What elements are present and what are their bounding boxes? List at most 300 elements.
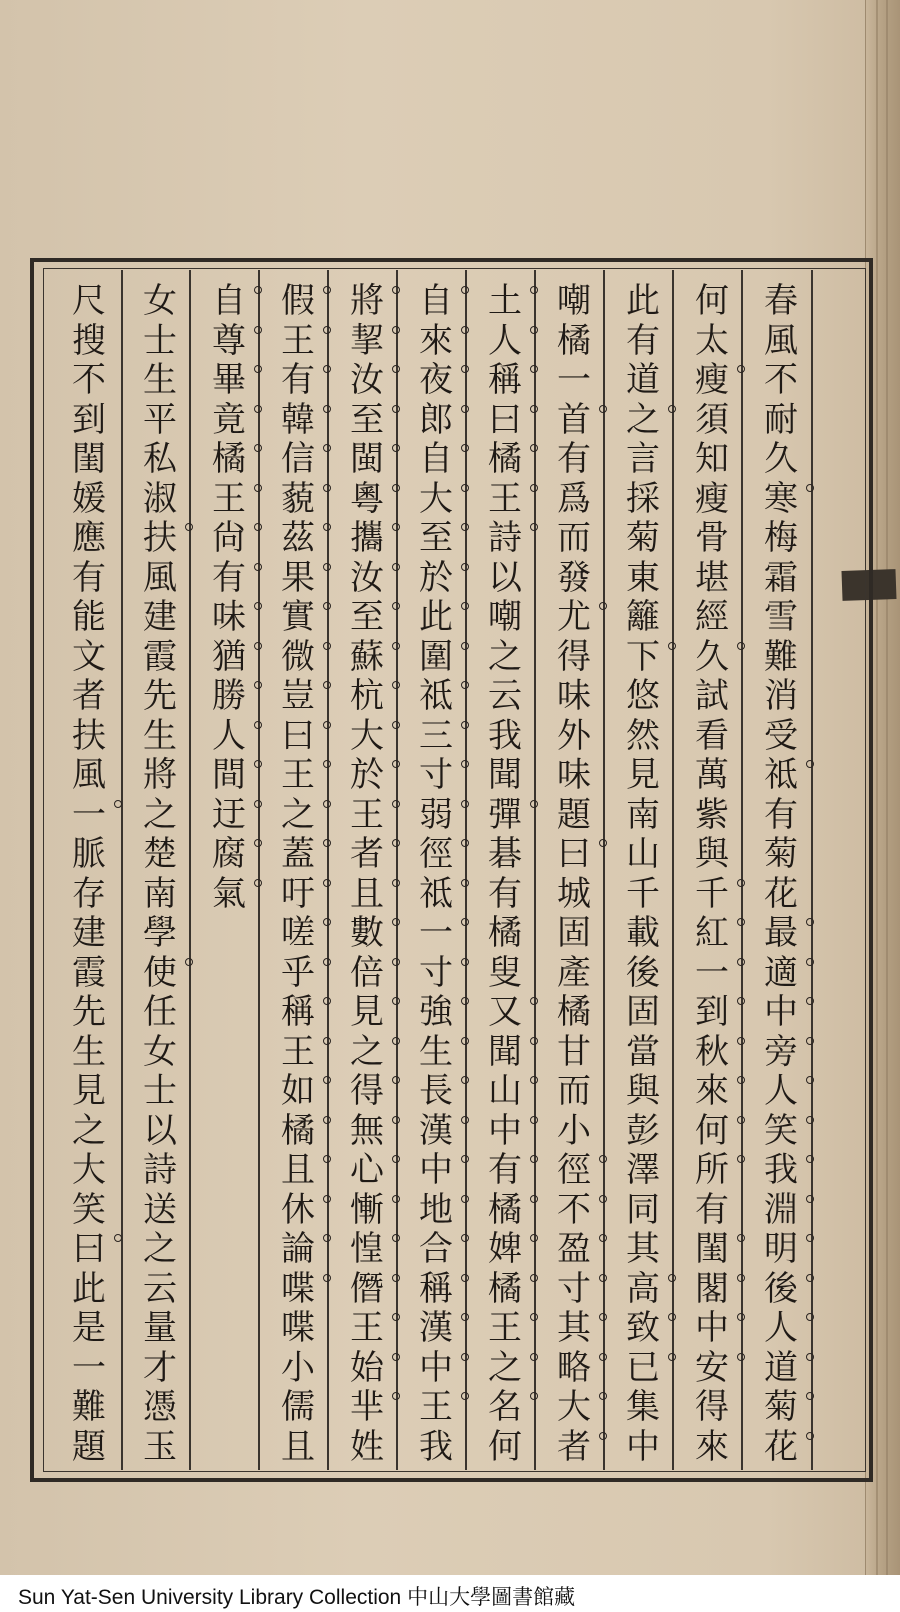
character: 之 [346, 1033, 388, 1073]
character: 汝 [346, 361, 388, 401]
character: 有 [557, 439, 591, 479]
character: 漢 [415, 1112, 457, 1152]
emphasis-circle-mark [254, 563, 262, 571]
character: 後 [626, 952, 660, 993]
character: 橘 [488, 913, 522, 953]
character: 尙 [208, 519, 250, 559]
emphasis-circle-mark [530, 405, 538, 413]
character: 以 [488, 557, 522, 598]
emphasis-circle-mark [461, 1392, 469, 1400]
emphasis-circle-mark [323, 563, 331, 571]
emphasis-circle-mark [185, 958, 193, 966]
character: 何 [691, 1112, 733, 1152]
character: 難 [72, 1387, 106, 1427]
character: 寸 [415, 954, 457, 994]
character: 菊 [760, 1388, 802, 1428]
character: 休 [277, 1191, 319, 1231]
character: 太 [695, 320, 729, 361]
character: 數 [346, 914, 388, 954]
emphasis-circle-mark [530, 484, 538, 492]
character: 儒 [281, 1387, 315, 1427]
character: 楚 [143, 834, 177, 874]
emphasis-circle-mark [392, 365, 400, 373]
character: 城 [557, 873, 591, 914]
character: 風 [764, 320, 798, 361]
character: 與 [695, 834, 729, 874]
emphasis-circle-mark [599, 602, 607, 610]
emphasis-circle-mark [530, 1313, 538, 1321]
character: 間 [208, 756, 250, 796]
character: 橘 [484, 440, 526, 480]
character: 夜 [415, 361, 457, 401]
character: 到 [691, 993, 733, 1033]
character: 得 [695, 1387, 729, 1427]
character: 橘 [557, 992, 591, 1032]
emphasis-circle-mark [530, 326, 538, 334]
emphasis-circle-mark [530, 1234, 538, 1242]
character: 於 [415, 559, 457, 599]
character: 彭 [626, 1110, 660, 1151]
character: 言 [626, 439, 660, 479]
emphasis-circle-mark [392, 1274, 400, 1282]
character: 憑 [143, 1387, 177, 1427]
emphasis-circle-mark [392, 523, 400, 531]
emphasis-circle-mark [461, 405, 469, 413]
emphasis-circle-mark [461, 1195, 469, 1203]
character: 尺 [72, 281, 106, 321]
emphasis-circle-mark [254, 839, 262, 847]
character: 來 [695, 1426, 729, 1467]
character: 一 [68, 796, 110, 836]
emphasis-circle-mark [461, 839, 469, 847]
character: 將 [346, 282, 388, 322]
emphasis-circle-mark [392, 1234, 400, 1242]
emphasis-circle-mark [323, 326, 331, 334]
emphasis-circle-mark [461, 602, 469, 610]
character: 王 [346, 1309, 388, 1349]
character: 橘 [484, 1270, 526, 1310]
emphasis-circle-mark [530, 286, 538, 294]
character: 消 [764, 676, 798, 716]
emphasis-circle-mark [254, 681, 262, 689]
character: 王 [208, 480, 250, 520]
character: 云 [488, 676, 522, 716]
character: 人 [760, 1072, 802, 1112]
character: 盈 [553, 1230, 595, 1270]
character: 稱 [484, 361, 526, 401]
character: 將 [143, 755, 177, 795]
text-column [130, 282, 190, 1467]
character: 道 [760, 1349, 802, 1389]
character: 之 [488, 636, 522, 677]
character: 我 [419, 1426, 453, 1467]
character: 杭 [346, 677, 388, 717]
emphasis-circle-mark [806, 1432, 814, 1440]
character: 後 [760, 1270, 802, 1310]
character: 才 [143, 1347, 177, 1388]
emphasis-circle-mark [737, 1353, 745, 1361]
character: 畢 [208, 361, 250, 401]
emphasis-circle-mark [530, 1195, 538, 1203]
text-column [59, 282, 119, 1467]
character: 送 [143, 1189, 177, 1230]
character: 然 [626, 715, 660, 756]
character: 一 [72, 1347, 106, 1388]
character: 其 [626, 1229, 660, 1269]
character: 之 [143, 1229, 177, 1269]
character: 彈 [484, 796, 526, 836]
emphasis-circle-mark [737, 1313, 745, 1321]
character: 詩 [143, 1150, 177, 1190]
emphasis-circle-mark [599, 1313, 607, 1321]
character: 媛 [72, 478, 106, 519]
character: 不 [764, 360, 798, 400]
emphasis-circle-mark [668, 1274, 676, 1282]
character: 使 [139, 954, 181, 994]
emphasis-circle-mark [806, 1195, 814, 1203]
character: 芈 [346, 1388, 388, 1428]
emphasis-circle-mark [254, 879, 262, 887]
character: 者 [346, 835, 388, 875]
character: 見 [72, 1071, 106, 1111]
character: 名 [484, 1388, 526, 1428]
character: 婢 [484, 1230, 526, 1270]
emphasis-circle-mark [461, 1076, 469, 1084]
character: 至 [346, 401, 388, 441]
character: 菊 [764, 834, 798, 874]
character: 橘 [277, 1112, 319, 1152]
character: 者 [72, 676, 106, 716]
character: 乎 [277, 954, 319, 994]
character: 強 [415, 993, 457, 1033]
emphasis-circle-mark [323, 681, 331, 689]
character: 能 [72, 597, 106, 637]
character: 王 [415, 1388, 457, 1428]
emphasis-circle-mark [806, 1392, 814, 1400]
emphasis-circle-mark [530, 365, 538, 373]
character: 女 [143, 281, 177, 321]
emphasis-circle-mark [530, 1392, 538, 1400]
character: 下 [622, 638, 664, 678]
emphasis-circle-mark [737, 1155, 745, 1163]
emphasis-circle-mark [323, 997, 331, 1005]
character: 霜 [764, 557, 798, 598]
character: 氣 [208, 875, 250, 915]
character: 微 [277, 638, 319, 678]
emphasis-circle-mark [461, 1313, 469, 1321]
character: 得 [346, 1072, 388, 1112]
character: 花 [760, 1428, 802, 1468]
character: 王 [277, 756, 319, 796]
character: 固 [626, 992, 660, 1032]
character: 秋 [691, 1033, 733, 1073]
character: 王 [484, 480, 526, 520]
emphasis-circle-mark [530, 1116, 538, 1124]
character: 嗟 [277, 914, 319, 954]
emphasis-circle-mark [530, 1353, 538, 1361]
character: 稱 [277, 993, 319, 1033]
character: 量 [143, 1308, 177, 1348]
emphasis-circle-mark [254, 602, 262, 610]
emphasis-circle-mark [254, 365, 262, 373]
character: 論 [277, 1230, 319, 1270]
character: 尊 [208, 322, 250, 362]
emphasis-circle-mark [392, 721, 400, 729]
character: 曰 [484, 401, 526, 441]
character: 澤 [626, 1150, 660, 1190]
character: 假 [277, 282, 319, 322]
character: 雪 [764, 597, 798, 637]
character: 中 [760, 993, 802, 1033]
emphasis-circle-mark [254, 405, 262, 413]
character: 花 [764, 873, 798, 914]
emphasis-circle-mark [254, 523, 262, 531]
character: 豈 [277, 677, 319, 717]
emphasis-circle-mark [461, 997, 469, 1005]
character: 嘲 [557, 281, 591, 321]
character: 又 [484, 993, 526, 1033]
emphasis-circle-mark [737, 1234, 745, 1242]
character: 有 [277, 361, 319, 401]
emphasis-circle-mark [392, 1076, 400, 1084]
emphasis-circle-mark [668, 642, 676, 650]
character: 中 [484, 1112, 526, 1152]
character: 之 [277, 796, 319, 836]
character: 味 [557, 755, 591, 795]
character: 旁 [760, 1033, 802, 1073]
character: 大 [346, 717, 388, 757]
emphasis-circle-mark [392, 1353, 400, 1361]
character: 東 [626, 557, 660, 598]
character: 且 [281, 1426, 315, 1467]
character: 千 [626, 873, 660, 914]
character: 淵 [760, 1191, 802, 1231]
character: 而 [557, 1071, 591, 1111]
character: 風 [72, 755, 106, 795]
character: 橘 [557, 320, 591, 361]
emphasis-circle-mark [323, 444, 331, 452]
character: 固 [557, 913, 591, 953]
character: 採 [626, 478, 660, 519]
character: 閣 [691, 1270, 733, 1310]
emphasis-circle-mark [530, 997, 538, 1005]
character: 當 [626, 1031, 660, 1072]
emphasis-circle-mark [461, 326, 469, 334]
emphasis-circle-mark [114, 800, 122, 808]
emphasis-circle-mark [737, 997, 745, 1005]
character: 慚 [346, 1191, 388, 1231]
character: 惶 [346, 1230, 388, 1270]
emphasis-circle-mark [737, 1274, 745, 1282]
character: 合 [415, 1230, 457, 1270]
character: 骨 [695, 518, 729, 558]
character: 猶 [208, 638, 250, 678]
character: 平 [143, 399, 177, 440]
character: 王 [346, 796, 388, 836]
emphasis-circle-mark [599, 405, 607, 413]
emphasis-circle-mark [323, 1076, 331, 1084]
text-column [199, 282, 259, 914]
emphasis-circle-mark [737, 918, 745, 926]
emphasis-circle-mark [530, 1076, 538, 1084]
character: 果 [277, 559, 319, 599]
character: 南 [626, 794, 660, 835]
emphasis-circle-mark [392, 642, 400, 650]
character: 之 [622, 401, 664, 441]
character: 中 [415, 1349, 457, 1389]
character: 難 [764, 636, 798, 677]
character: 一 [691, 954, 733, 994]
emphasis-circle-mark [392, 997, 400, 1005]
character: 味 [557, 676, 591, 716]
character: 到 [72, 399, 106, 440]
character: 橘 [484, 1191, 526, 1231]
character: 弱 [415, 796, 457, 836]
character: 萬 [695, 755, 729, 795]
library-watermark: Sun Yat-Sen University Library Collection 中山大學圖書館藏 [18, 1586, 576, 1609]
emphasis-circle-mark [599, 1195, 607, 1203]
emphasis-circle-mark [392, 958, 400, 966]
column-rule [811, 270, 813, 1470]
emphasis-circle-mark [392, 444, 400, 452]
character: 耐 [764, 399, 798, 440]
emphasis-circle-mark [392, 326, 400, 334]
character: 略 [553, 1349, 595, 1389]
character: 笑 [72, 1189, 106, 1230]
character: 曰 [277, 717, 319, 757]
emphasis-circle-mark [392, 1037, 400, 1045]
text-column [406, 282, 466, 1467]
character: 之 [484, 1349, 526, 1389]
character: 自 [415, 440, 457, 480]
emphasis-circle-mark [461, 563, 469, 571]
character: 不 [553, 1191, 595, 1231]
character: 扶 [139, 519, 181, 559]
emphasis-circle-mark [461, 800, 469, 808]
character: 得 [557, 636, 591, 677]
character: 外 [557, 715, 591, 756]
character: 先 [72, 992, 106, 1032]
emphasis-circle-mark [737, 1116, 745, 1124]
character: 信 [277, 440, 319, 480]
emphasis-circle-mark [254, 800, 262, 808]
character: 道 [626, 360, 660, 400]
emphasis-circle-mark [530, 1037, 538, 1045]
character: 徑 [553, 1151, 595, 1191]
emphasis-circle-mark [599, 1234, 607, 1242]
character: 士 [143, 320, 177, 361]
character: 喋 [277, 1270, 319, 1310]
emphasis-circle-mark [323, 405, 331, 413]
character: 寒 [760, 480, 802, 520]
character: 至 [346, 598, 388, 638]
character: 挈 [346, 322, 388, 362]
emphasis-circle-mark [392, 602, 400, 610]
emphasis-circle-mark [599, 1432, 607, 1440]
character: 來 [415, 322, 457, 362]
character: 所 [691, 1151, 733, 1191]
character: 之 [143, 794, 177, 835]
text-column [475, 282, 535, 1467]
emphasis-circle-mark [737, 958, 745, 966]
character: 何 [488, 1426, 522, 1467]
character: 產 [557, 952, 591, 993]
emphasis-circle-mark [323, 1195, 331, 1203]
character: 腐 [208, 835, 250, 875]
character: 自 [208, 282, 250, 322]
character: 首 [553, 401, 595, 441]
character: 久 [764, 439, 798, 479]
character: 玉 [143, 1426, 177, 1467]
emphasis-circle-mark [323, 918, 331, 926]
character: 看 [695, 715, 729, 756]
character: 脈 [72, 834, 106, 874]
emphasis-circle-mark [323, 1234, 331, 1242]
emphasis-circle-mark [323, 760, 331, 768]
character: 甘 [557, 1031, 591, 1072]
emphasis-circle-mark [737, 642, 745, 650]
character: 籬 [626, 597, 660, 637]
character: 見 [346, 993, 388, 1033]
emphasis-circle-mark [530, 1274, 538, 1282]
character: 淑 [143, 478, 177, 519]
emphasis-circle-mark [392, 760, 400, 768]
character: 存 [72, 873, 106, 914]
character: 南 [143, 873, 177, 914]
character: 於 [346, 756, 388, 796]
character: 韓 [277, 401, 319, 441]
column-rule [121, 270, 123, 1470]
character: 何 [695, 281, 729, 321]
character: 私 [143, 439, 177, 479]
character: 此 [626, 281, 660, 321]
character: 祗 [415, 677, 457, 717]
text-column [682, 282, 742, 1467]
character: 人 [760, 1309, 802, 1349]
text-column [268, 282, 328, 1467]
character: 經 [695, 597, 729, 637]
emphasis-circle-mark [392, 1195, 400, 1203]
emphasis-circle-mark [254, 286, 262, 294]
character: 姓 [350, 1426, 384, 1467]
emphasis-circle-mark [461, 721, 469, 729]
emphasis-circle-mark [737, 365, 745, 373]
character: 味 [208, 598, 250, 638]
character: 霞 [72, 952, 106, 993]
character: 嘲 [488, 597, 522, 637]
character: 郎 [415, 401, 457, 441]
character: 漢 [415, 1309, 457, 1349]
emphasis-circle-mark [737, 1037, 745, 1045]
character: 且 [346, 875, 388, 915]
emphasis-circle-mark [323, 602, 331, 610]
character: 倍 [346, 954, 388, 994]
character: 此 [72, 1268, 106, 1309]
character: 蘇 [346, 638, 388, 678]
character: 士 [143, 1071, 177, 1111]
character: 者 [553, 1428, 595, 1468]
character: 中 [626, 1426, 660, 1467]
character: 尤 [553, 598, 595, 638]
character: 橘 [208, 440, 250, 480]
character: 悠 [626, 676, 660, 716]
emphasis-circle-mark [599, 1274, 607, 1282]
character: 人 [484, 322, 526, 362]
emphasis-circle-mark [668, 405, 676, 413]
emphasis-circle-mark [323, 484, 331, 492]
character: 試 [695, 676, 729, 716]
text-column [544, 282, 604, 1467]
